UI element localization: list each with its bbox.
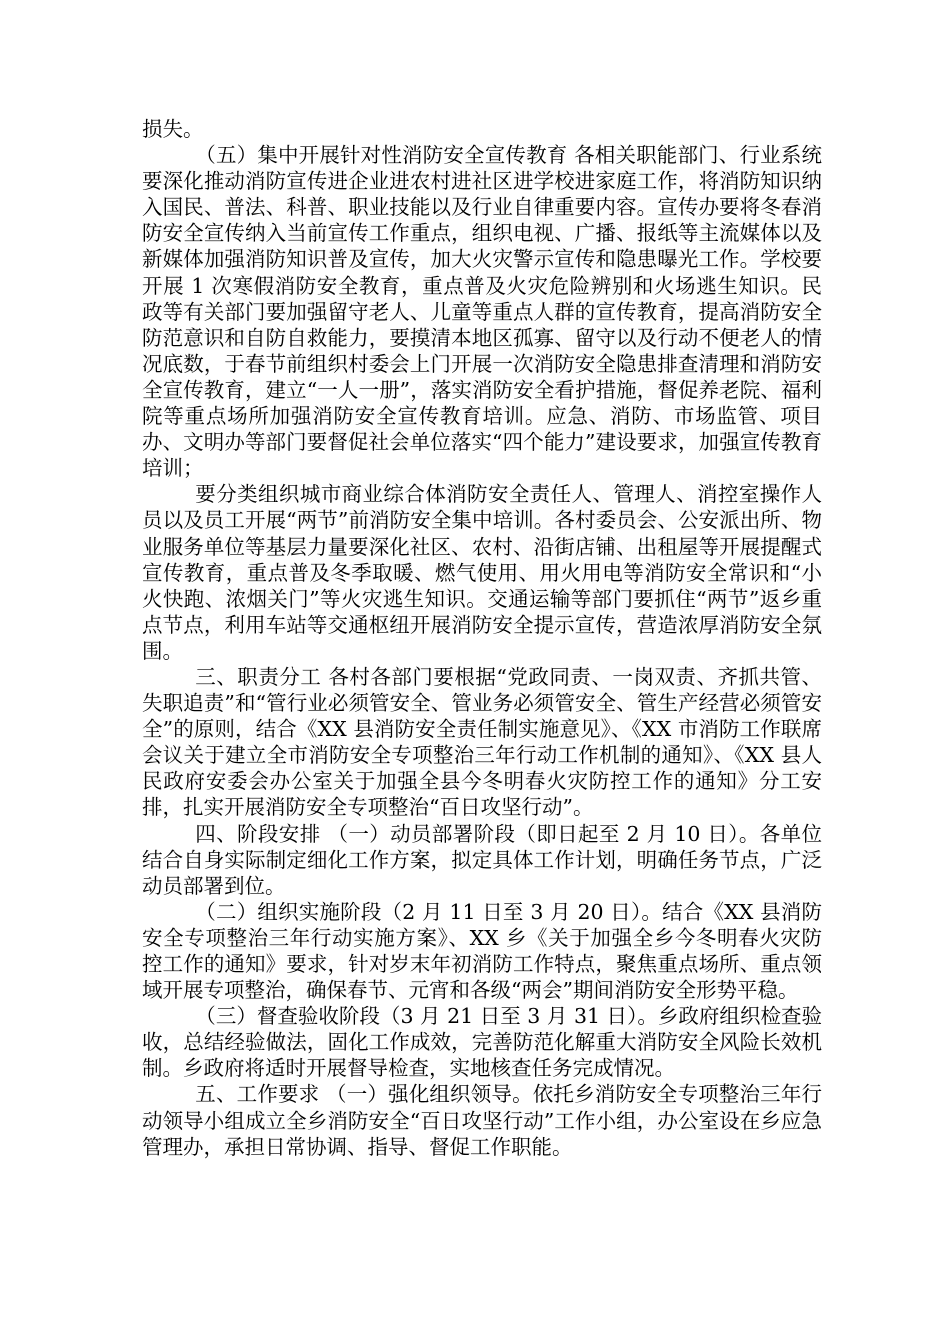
paragraph-training: 要分类组织城市商业综合体消防安全责任人、管理人、消控室操作人员以及员工开展“两节”前消防安全集中培训。各村委员会、公安派出所、物业服务单位等基层力量要深化社区、农村、沿街店铺、出租屋等开展提醒式宣传教育，重点普及冬季取暖、燃气使用、用火用电等消防安全常识和“小火快跑、浓烟关门”等火灾逃生知识。交通运输等部门要抓住“两节”返乡重点节点，利用车站等交通枢纽开展消防安全提示宣传，营造浓厚消防安全氛围。	[142, 482, 822, 663]
paragraph-continuation: 损失。	[142, 117, 204, 141]
paragraph-stage-inspection: （三）督查验收阶段（3 月 21 日至 3 月 31 日）。乡政府组织检查验收，总结经验做法，固化工作成效，完善防范化解重大消防安全风险长效机制。乡政府将适时开展督导检查，实地核查任务完成情况。	[142, 1004, 822, 1081]
paragraph-work-requirements: 五、工作要求 （一）强化组织领导。依托乡消防安全专项整治三年行动领导小组成立全乡消防安全“百日攻坚行动”工作小组，办公室设在乡应急管理办，承担日常协调、指导、督促工作职能。	[142, 1082, 822, 1159]
paragraph-responsibilities: 三、职责分工 各村各部门要根据“党政同责、一岗双责、齐抓共管、失职追责”和“管行业必须管安全、管业务必须管安全、管生产经营必须管安全”的原则，结合《XX 县消防安全责任制实施意见》、《XX 市消防工作联席会议关于建立全市消防安全专项整治三年行动工作机制的通知》、《XX 县人民政府安委会办公室关于加强全县今冬明春火灾防控工作的通知》分工安排，扎实开展消防安全专项整治“百日攻坚行动”。	[142, 664, 822, 820]
paragraph-stage-mobilization: 四、阶段安排 （一）动员部署阶段（即日起至 2 月 10 日）。各单位结合自身实际制定细化工作方案，拟定具体工作计划，明确任务节点，广泛动员部署到位。	[142, 821, 822, 898]
paragraph-publicity-education: （五）集中开展针对性消防安全宣传教育 各相关职能部门、行业系统要深化推动消防宣传进企业进农村进社区进学校进家庭工作，将消防知识纳入国民、普法、科普、职业技能以及行业自律重要内容。宣传办要将冬春消防安全宣传纳入当前宣传工作重点，组织电视、广播、报纸等主流媒体以及新媒体加强消防知识普及宣传，加大火灾警示宣传和隐患曝光工作。学校要开展 1 次寒假消防安全教育，重点普及火灾危险辨别和火场逃生知识。民政等有关部门要加强留守老人、儿童等重点人群的宣传教育，提高消防安全防范意识和自防自救能力，要摸清本地区孤寡、留守以及行动不便老人的情况底数，于春节前组织村委会上门开展一次消防安全隐患排查清理和消防安全宣传教育，建立“一人一册”，落实消防安全看护措施，督促养老院、福利院等重点场所加强消防安全宣传教育培训。应急、消防、市场监管、项目办、文明办等部门要督促社会单位落实“四个能力”建设要求，加强宣传教育培训；	[142, 143, 822, 481]
document-page	[142, 116, 822, 1160]
paragraph-stage-implementation: （二）组织实施阶段（2 月 11 日至 3 月 20 日）。结合《XX 县消防安全专项整治三年行动实施方案》、XX 乡《关于加强全乡今冬明春火灾防控工作的通知》要求，针对岁末年初消防工作特点，聚焦重点场所、重点领域开展专项整治，确保春节、元宵和各级“两会”期间消防安全形势平稳。	[142, 899, 822, 1003]
